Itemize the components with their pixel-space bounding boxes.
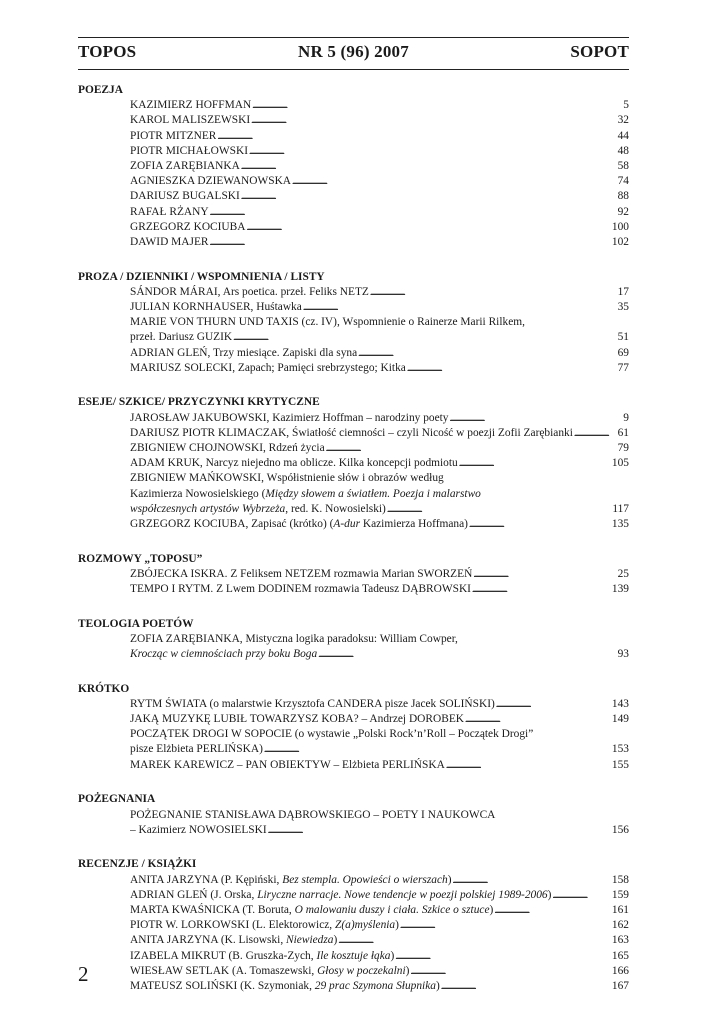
entry-text-part: ) [547, 888, 552, 901]
toc-line [130, 235, 629, 250]
entry-text-part: IZABELA MIKRUT (B. Gruszka-Zych, [130, 949, 317, 962]
entry-text-part: ) [489, 903, 494, 916]
page-ref: 92 [617, 205, 629, 218]
toc-entry[interactable] [78, 632, 629, 662]
page-ref: 143 [611, 697, 629, 710]
entry-text-part: ) [447, 873, 452, 886]
section-title: POEZJA [78, 84, 123, 96]
dot-leader [394, 949, 612, 964]
entry-text-part: MATEUSZ SOLIŃSKI (K. Szymoniak, [130, 979, 315, 992]
toc-entry[interactable] [78, 918, 629, 933]
page-ref: 153 [611, 743, 629, 756]
page-ref: 74 [617, 175, 629, 188]
entry-text [130, 113, 250, 128]
page-ref: 159 [611, 888, 629, 901]
toc-entry[interactable] [78, 361, 629, 376]
entry-text [130, 823, 267, 838]
toc-entry[interactable] [78, 712, 629, 727]
toc-line [130, 727, 629, 742]
entry-text [130, 487, 481, 502]
page-ref: 79 [617, 441, 629, 454]
dot-leader [302, 300, 618, 315]
entry-italic-title: A-dur [333, 517, 360, 530]
entry-italic-title: współczesnych artystów Wybrzeża [130, 502, 286, 515]
entry-text-part: DARIUSZ PIOTR KLIMACZAK, Światłość ciemności – czyli Nicość w poezji Zofii Zarębianki [130, 426, 573, 439]
dot-leader [232, 330, 617, 345]
entry-text [130, 330, 232, 345]
toc-line [130, 361, 629, 376]
toc-line [130, 220, 629, 235]
entry-italic-title: Liryczne narracje. Nowe tendencje w poezji polskiej 1989-2006 [257, 888, 548, 901]
toc-entry[interactable] [78, 582, 629, 597]
page-ref: 117 [612, 502, 629, 515]
toc-entry[interactable] [78, 471, 629, 517]
entry-text [130, 979, 440, 994]
toc-line [130, 517, 629, 532]
entry-text-part: MARIE VON THURN UND TAXIS (cz. IV), Wspomnienie o Rainerze Marii Rilkem, [130, 316, 525, 329]
page-ref: 149 [611, 713, 629, 726]
entry-text [130, 361, 406, 376]
toc-line [130, 918, 629, 933]
dot-leader [240, 189, 618, 204]
dot-leader [251, 98, 623, 113]
section-title: POŻEGNANIA [78, 793, 156, 806]
dot-leader [449, 411, 624, 426]
toc-line [130, 964, 629, 979]
page-ref: 88 [617, 190, 629, 203]
entry-text-part: ) [333, 934, 338, 947]
entry-text-part: ZOFIA ZARĘBIANKA, Mistyczna logika paradoksu: William Cowper, [130, 632, 458, 645]
page-ref: 167 [611, 979, 629, 992]
dot-leader [409, 964, 611, 979]
toc-entry[interactable] [78, 113, 629, 128]
page-number: 2 [78, 962, 89, 986]
entry-text [130, 964, 409, 979]
dot-leader [464, 712, 612, 727]
dot-leader [267, 823, 612, 838]
entry-text [130, 300, 302, 315]
entry-italic-title: Z(a)myślenia [335, 919, 396, 932]
entry-text [130, 742, 263, 757]
toc-line [130, 174, 629, 189]
entry-text-part: JAKĄ MUZYKĘ LUBIŁ TOWARZYSZ KOBA? – Andrzej DOROBEK [130, 713, 464, 726]
page-ref: 165 [611, 949, 629, 962]
page-ref: 35 [617, 300, 629, 313]
dot-leader [440, 979, 612, 994]
toc-entry[interactable] [78, 949, 629, 964]
entry-text-part: RYTM ŚWIATA (o malarstwie Krzysztofa CANDERA pisze Jacek SOLIŃSKI) [130, 697, 495, 710]
entry-text-part: TEMPO I RYTM. Z Lwem DODINEM rozmawia Tadeusz DĄBROWSKI [130, 582, 471, 595]
section-title: RECENZJE / KSIĄŻKI [78, 858, 197, 871]
toc-line [130, 487, 629, 502]
journal-city: SOPOT [570, 42, 629, 61]
entry-text-part: AGNIESZKA DZIEWANOWSKA [130, 175, 292, 188]
entry-text [130, 712, 464, 727]
dot-leader [209, 235, 612, 250]
page-ref: 32 [617, 114, 629, 127]
entry-text [130, 174, 291, 189]
entry-text-part: JULIAN KORNHAUSER, Huśtawka [130, 300, 302, 313]
toc-entry[interactable] [78, 964, 629, 979]
dot-leader [357, 346, 617, 361]
toc-line [130, 159, 629, 174]
entry-text-part: PIOTR W. LORKOWSKI (L. Elektorowicz, [130, 919, 336, 932]
page-ref: 25 [617, 567, 629, 580]
entry-text-part: MAREK KAREWICZ – PAN OBIEKTYW – Elżbieta PERLIŃSKA [130, 758, 445, 771]
dot-leader [472, 567, 617, 582]
toc-entry[interactable] [78, 411, 629, 426]
toc-line [130, 98, 629, 113]
table-of-contents [78, 83, 629, 994]
entry-text-part: RAFAŁ RŻANY [130, 205, 209, 218]
toc-line [130, 873, 629, 888]
page-ref: 51 [617, 331, 629, 344]
entry-text [130, 502, 386, 517]
dot-leader [458, 456, 612, 471]
entry-text [130, 98, 251, 113]
toc-entry[interactable] [78, 517, 629, 532]
entry-text [130, 903, 493, 918]
page-ref: 105 [611, 457, 629, 470]
header-rule-top [78, 37, 629, 38]
entry-text [130, 159, 240, 174]
entry-italic-title: Niewiedza [286, 934, 334, 947]
entry-text-part: PIOTR MITZNER [130, 129, 217, 142]
toc-line [130, 113, 629, 128]
entry-text [130, 582, 471, 597]
page-ref: 162 [611, 919, 629, 932]
entry-text-part: ) [405, 964, 410, 977]
section-title: KRÓTKO [78, 682, 130, 695]
page-ref: 155 [611, 758, 629, 771]
toc-line [130, 411, 629, 426]
entry-text [130, 567, 472, 582]
entry-text-part: KAROL MALISZEWSKI [130, 114, 251, 127]
entry-text [130, 647, 317, 662]
dot-leader [573, 426, 618, 441]
toc-line [130, 632, 629, 647]
entry-text-part: DARIUSZ BUGALSKI [130, 190, 240, 203]
entry-text [130, 285, 369, 300]
page-ref: 9 [623, 411, 629, 424]
toc-entry[interactable] [78, 174, 629, 189]
entry-text-part: – Kazimierz NOWOSIELSKI [130, 823, 267, 836]
header-rule-bottom [78, 69, 629, 70]
toc-entry[interactable] [78, 426, 629, 441]
entry-text-part: SÁNDOR MÁRAI, Ars poetica. przeł. Feliks NETZ [130, 285, 369, 298]
section-title: ESEJE/ SZKICE/ PRZYCZYNKI KRYTYCZNE [78, 396, 320, 409]
entry-text [130, 205, 209, 220]
entry-italic-title: 29 prac Szymona Słupnika [314, 979, 436, 992]
toc-entry[interactable] [78, 933, 629, 948]
dot-leader [471, 582, 612, 597]
entry-text-part: ) [390, 949, 395, 962]
entry-text-part: ANITA JARZYNA (K. Lisowski, [130, 934, 287, 947]
entry-text-part: POŻEGNANIE STANISŁAWA DĄBROWSKIEGO – POETY I NAUKOWCA [130, 808, 496, 821]
page-ref: 61 [617, 426, 629, 439]
entry-text [130, 517, 468, 532]
toc-entry[interactable] [78, 567, 629, 582]
section-title: TEOLOGIA POETÓW [78, 617, 194, 630]
toc-entry[interactable] [78, 189, 629, 204]
entry-text-part: PIOTR MICHAŁOWSKI [130, 144, 249, 157]
toc-line [130, 758, 629, 773]
entry-text-part: Kazimierza Nowosielskiego ( [130, 487, 266, 500]
toc-entry[interactable] [78, 456, 629, 471]
toc-entry[interactable] [78, 285, 629, 300]
toc-line [130, 300, 629, 315]
toc-line [130, 949, 629, 964]
page-ref: 48 [617, 144, 629, 157]
toc-line [130, 697, 629, 712]
entry-text [130, 426, 573, 441]
dot-leader [406, 361, 618, 376]
entry-text [130, 873, 452, 888]
toc-line [130, 582, 629, 597]
page-ref: 93 [617, 648, 629, 660]
dot-leader [209, 205, 618, 220]
toc-line [130, 144, 629, 159]
page-ref: 163 [611, 934, 629, 947]
dot-leader [399, 918, 612, 933]
toc-entry[interactable] [78, 979, 629, 994]
toc-line [130, 903, 629, 918]
entry-text [130, 189, 240, 204]
entry-text [130, 315, 525, 330]
page-ref: 102 [611, 235, 629, 248]
section-title: ROZMOWY „TOPOSU” [78, 552, 203, 565]
toc-line [130, 888, 629, 903]
entry-italic-title: Ile kosztuje łąka [316, 949, 391, 962]
entry-text [130, 758, 445, 773]
dot-leader [240, 159, 618, 174]
dot-leader [248, 144, 618, 159]
toc-entry[interactable] [78, 159, 629, 174]
entry-text [130, 411, 449, 426]
entry-text-part: ADAM KRUK, Narcyz niejedno ma oblicze. Kilka koncepcji podmiotu [130, 457, 458, 470]
dot-leader [551, 888, 612, 903]
entry-text-part: KAZIMIERZ HOFFMAN [130, 99, 252, 112]
journal-title: TOPOS [78, 42, 137, 61]
toc-entry[interactable] [78, 697, 629, 712]
toc-line [130, 426, 629, 441]
entry-text [130, 888, 551, 903]
page-ref: 156 [611, 823, 629, 836]
dot-leader [495, 697, 612, 712]
entry-italic-title: O malowaniu duszy i ciała. Szkice o sztuce [294, 903, 490, 916]
page-ref: 161 [611, 903, 629, 916]
entry-text-part: ADRIAN GLEŃ (J. Orska, [130, 888, 258, 901]
toc-line [130, 346, 629, 361]
toc-entry[interactable] [78, 346, 629, 361]
entry-text-part: DAWID MAJER [130, 235, 209, 248]
entry-text-part: ) [435, 979, 440, 992]
dot-leader [337, 933, 612, 948]
entry-text-part: przeł. Dariusz GUZIK [130, 331, 233, 344]
entry-text [130, 441, 325, 456]
entry-text-part: ANITA JARZYNA (P. Kępiński, [130, 873, 283, 886]
toc-entry[interactable] [78, 315, 629, 345]
page-ref: 5 [623, 99, 629, 112]
entry-text [130, 949, 394, 964]
entry-text [130, 918, 399, 933]
entry-italic-title: Między słowem a światłem. Poezja i malarstwo [265, 487, 481, 500]
dot-leader [325, 441, 618, 456]
toc-entry[interactable] [78, 220, 629, 235]
toc-line [130, 189, 629, 204]
toc-entry[interactable] [78, 903, 629, 918]
entry-italic-title: Głosy w poczekalni [317, 964, 406, 977]
toc-line [130, 933, 629, 948]
toc-entry[interactable] [78, 205, 629, 220]
toc-line [130, 823, 629, 838]
entry-text [130, 129, 216, 144]
entry-text-part: MARIUSZ SOLECKI, Zapach; Pamięci srebrzystego; Kitka [130, 361, 406, 374]
toc-line [130, 315, 629, 330]
page-ref: 100 [611, 220, 629, 233]
toc-line [130, 471, 629, 486]
entry-text-part: GRZEGORZ KOCIUBA, Zapisać (krótko) ( [130, 517, 334, 530]
entry-text-part: Kazimierza Hoffmana) [360, 517, 468, 530]
toc-entry[interactable] [78, 129, 629, 144]
entry-text [130, 144, 248, 159]
entry-text-part: ZOFIA ZARĘBIANKA [130, 159, 240, 172]
toc-entry[interactable] [78, 300, 629, 315]
dot-leader [386, 502, 612, 517]
toc-entry[interactable] [78, 144, 629, 159]
dot-leader [263, 742, 612, 757]
dot-leader [452, 873, 612, 888]
dot-leader [246, 220, 612, 235]
toc-entry[interactable] [78, 235, 629, 250]
section-title: PROZA / DZIENNIKI / WSPOMNIENIA / LISTY [78, 270, 325, 283]
toc-entry[interactable] [78, 758, 629, 773]
entry-text-part: ZBIGNIEW MAŃKOWSKI, Współistnienie słów i obrazów według [130, 472, 444, 485]
entry-text-part: pisze Elżbieta PERLIŃSKA) [130, 743, 263, 756]
toc-entry[interactable] [78, 98, 629, 113]
entry-text-part: ZBIGNIEW CHOJNOWSKI, Rdzeń życia [130, 441, 325, 454]
entry-text [130, 697, 495, 712]
entry-text [130, 235, 209, 250]
page-ref: 58 [617, 159, 629, 172]
toc-line [130, 567, 629, 582]
entry-text-part: GRZEGORZ KOCIUBA [130, 220, 246, 233]
dot-leader [250, 113, 617, 128]
dot-leader [445, 758, 612, 773]
entry-text-part: POCZĄTEK DROGI W SOPOCIE (o wystawie „Polski Rock’n’Roll – Początek Drogi” [130, 728, 534, 741]
page-ref: 69 [617, 346, 629, 359]
toc-entry[interactable] [78, 727, 629, 757]
toc-line [130, 808, 629, 823]
entry-text [130, 808, 495, 823]
entry-text [130, 632, 458, 647]
toc-line [130, 456, 629, 471]
dot-leader [291, 174, 618, 189]
entry-text-part: JAROSŁAW JAKUBOWSKI, Kazimierz Hoffman – narodziny poety [130, 411, 449, 424]
page-ref: 139 [611, 582, 629, 595]
toc-line [130, 712, 629, 727]
entry-text-part: ) [395, 919, 399, 932]
entry-text-part: , red. K. Nowosielski) [285, 502, 386, 515]
page-ref: 166 [611, 964, 629, 977]
entry-italic-title: Krocząc w ciemnościach przy boku Boga [130, 648, 318, 660]
toc-line [130, 979, 629, 994]
dot-leader [317, 647, 617, 662]
toc-line [130, 742, 629, 757]
page-ref: 77 [617, 361, 629, 374]
entry-text-part: ADRIAN GLEŃ, Trzy miesiące. Zapiski dla syna [130, 346, 358, 359]
page-ref: 158 [611, 873, 629, 886]
toc-line [130, 129, 629, 144]
toc-line [130, 502, 629, 517]
entry-text [130, 456, 458, 471]
page-ref: 44 [617, 129, 629, 142]
entry-text-part: ZBÓJECKA ISKRA. Z Feliksem NETZEM rozmawia Marian SWORZEŃ [130, 567, 473, 580]
toc-line [130, 205, 629, 220]
entry-text [130, 471, 444, 486]
dot-leader [216, 129, 617, 144]
toc-line [130, 330, 629, 345]
dot-leader [493, 903, 612, 918]
toc-entry[interactable] [78, 888, 629, 903]
entry-text [130, 220, 246, 235]
entry-text [130, 727, 533, 742]
toc-line [130, 647, 629, 662]
entry-text [130, 933, 337, 948]
dot-leader [369, 285, 618, 300]
toc-entry[interactable] [78, 441, 629, 456]
page-ref: 17 [617, 285, 629, 298]
entry-text-part: MARTA KWAŚNICKA (T. Boruta, [130, 903, 295, 916]
entry-italic-title: Bez stempla. Opowieści o wierszach [282, 873, 448, 886]
page-ref: 135 [611, 517, 629, 530]
entry-text-part: WIESŁAW SETLAK (A. Tomaszewski, [130, 964, 318, 977]
toc-entry[interactable] [78, 873, 629, 888]
issue-number: NR 5 (96) 2007 [298, 42, 409, 61]
dot-leader [468, 517, 612, 532]
toc-line [130, 285, 629, 300]
entry-text [130, 346, 357, 361]
toc-line [130, 441, 629, 456]
toc-entry[interactable] [78, 808, 629, 838]
